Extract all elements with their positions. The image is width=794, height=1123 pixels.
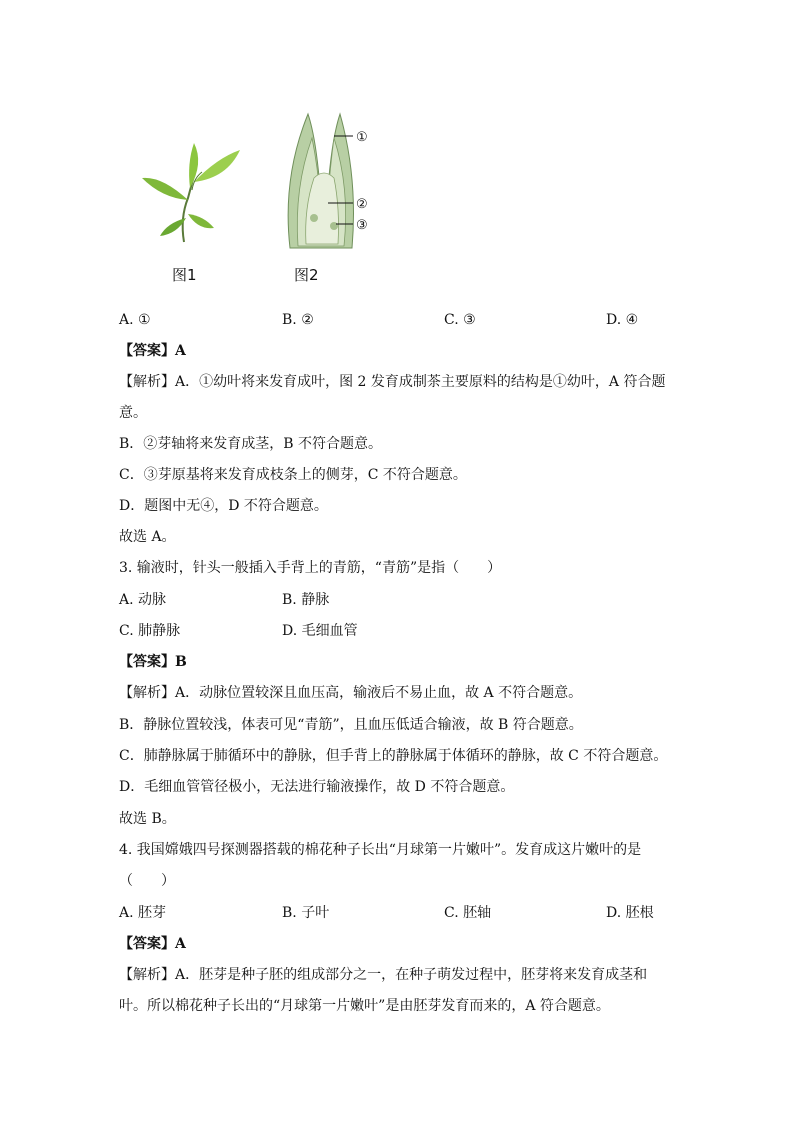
q2-analysis-line: C．③芽原基将来发育成枝条上的侧芽，C 不符合题意。 [119, 467, 467, 483]
q3-answer: 【答案】B [119, 654, 187, 670]
label-2: ② [356, 197, 368, 212]
tea-leaf-image [132, 138, 242, 248]
label-1: ① [356, 130, 368, 145]
bud-section-diagram [268, 108, 378, 258]
q3-option-d: D. 毛细血管 [282, 623, 358, 639]
q3-analysis-line: D．毛细血管管径极小，无法进行输液操作，故 D 不符合题意。 [119, 779, 515, 795]
q4-option-b: B. 子叶 [282, 905, 330, 921]
q2-answer: 【答案】A [119, 343, 186, 359]
q3-stem: 3. 输液时，针头一般插入手背上的青筋，“青筋”是指（ ） [119, 560, 502, 576]
figure-area [128, 108, 388, 288]
q2-analysis-line: 意。 [119, 405, 147, 421]
q2-analysis-line: 【解析】A．①幼叶将来发育成叶，图 2 发育成制茶主要原料的结构是①幼叶，A 符合题 [119, 374, 666, 390]
q4-stem: 4. 我国嫦娥四号探测器搭载的棉花种子长出“月球第一片嫩叶”。发育成这片嫩叶的是 [119, 842, 642, 858]
q3-analysis-line: B．静脉位置较浅，体表可见“青筋”，且血压低适合输液，故 B 符合题意。 [119, 717, 583, 733]
q4-option-a: A. 胚芽 [119, 905, 167, 921]
q3-analysis-line: 【解析】A．动脉位置较深且血压高，输液后不易止血，故 A 不符合题意。 [119, 685, 583, 701]
q4-option-d: D. 胚根 [606, 905, 654, 921]
q3-conclusion: 故选 B。 [119, 811, 176, 827]
q4-option-c: C. 胚轴 [444, 905, 492, 921]
q3-option-b: B. 静脉 [282, 592, 330, 608]
figure-2-caption: 图2 [294, 266, 319, 284]
figure-1-caption: 图1 [172, 266, 197, 284]
q2-option-b: B. ② [282, 312, 314, 328]
q4-analysis-line: 叶。所以棉花种子长出的“月球第一片嫩叶”是由胚芽发育而来的，A 符合题意。 [119, 998, 610, 1014]
q3-option-c: C. 肺静脉 [119, 623, 181, 639]
q2-option-a: A. ① [119, 312, 151, 328]
q3-option-a: A. 动脉 [119, 592, 167, 608]
q2-analysis-line: D．题图中无④，D 不符合题意。 [119, 498, 328, 514]
label-3: ③ [356, 218, 368, 233]
q4-answer: 【答案】A [119, 936, 186, 952]
q4-analysis-line: 【解析】A．胚芽是种子胚的组成部分之一，在种子萌发过程中，胚芽将来发育成茎和 [119, 967, 648, 983]
q2-analysis-line: B．②芽轴将来发育成茎，B 不符合题意。 [119, 436, 383, 452]
q2-option-d: D. ④ [606, 312, 639, 328]
q4-stem-blank: （ ） [119, 873, 175, 889]
q2-conclusion: 故选 A。 [119, 529, 176, 545]
q2-option-c: C. ③ [444, 312, 476, 328]
q3-analysis-line: C．肺静脉属于肺循环中的静脉，但手背上的静脉属于体循环的静脉，故 C 不符合题意。 [119, 748, 668, 764]
